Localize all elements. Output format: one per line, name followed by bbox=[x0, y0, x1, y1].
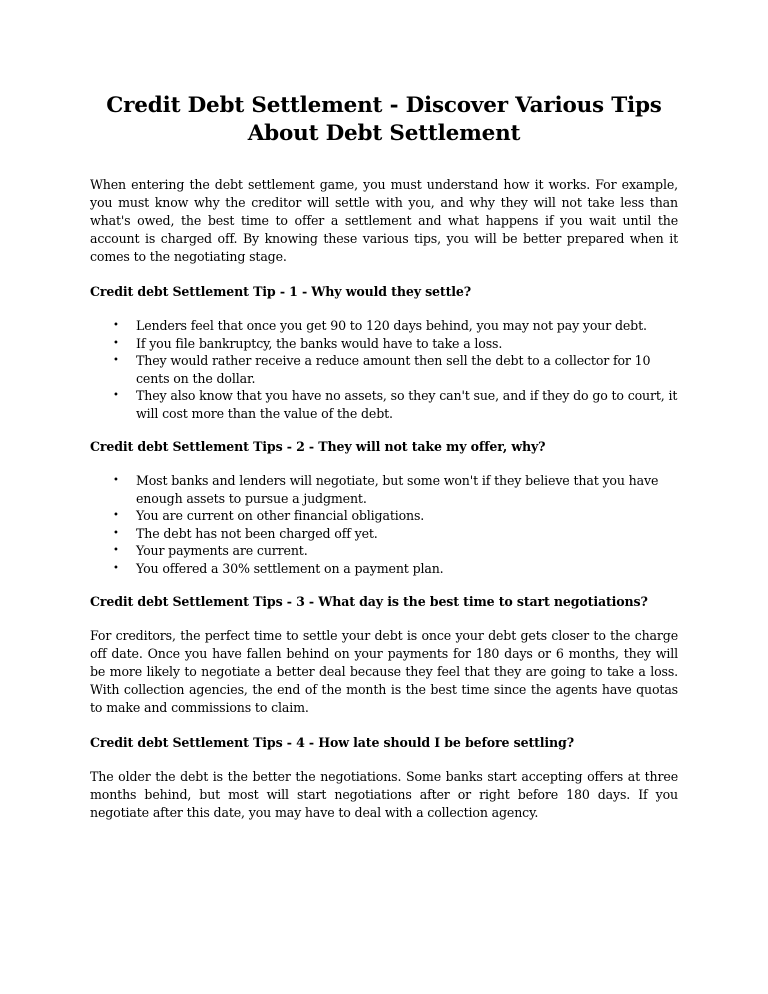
tip-2-heading: Credit debt Settlement Tips - 2 - They will not take my offer, why? bbox=[90, 439, 546, 454]
list-item: • They also know that you have no assets, so they can't sue, and if they do go to court, it will cost more than the value of the debt. bbox=[113, 388, 678, 421]
tip-3-heading: Credit debt Settlement Tips - 3 - What day is the best time to start negotiations? bbox=[90, 594, 648, 609]
bullet-icon: • bbox=[113, 355, 119, 366]
document-title bbox=[90, 92, 678, 148]
list-item: • They would rather receive a reduce amount then sell the debt to a collector for 10 cents on the dollar. bbox=[113, 353, 651, 386]
list-item: • You offered a 30% settlement on a payment plan. bbox=[113, 560, 444, 576]
tip-1-heading: Credit debt Settlement Tip - 1 - Why would they settle? bbox=[90, 284, 471, 299]
bullet-icon: • bbox=[113, 545, 119, 556]
list-item: • If you file bankruptcy, the banks would have to take a loss. bbox=[113, 335, 503, 351]
list-item: • Lenders feel that once you get 90 to 120 days behind, you may not pay your debt. bbox=[113, 318, 647, 333]
bullet-icon: • bbox=[113, 390, 119, 401]
tip-3-paragraph: For creditors, the perfect time to settle your debt is once your debt gets closer to the charge off date. Once you have fallen behind on your payments for 180 days or 6 months, they will be more likely to negotiate a better deal because they feel that they are going to take a loss. With collection agencies, the end of the month is the best time since the agents have quotas to make and commissions to claim. bbox=[90, 628, 678, 715]
bullet-icon: • bbox=[113, 337, 119, 349]
bullet-icon: • bbox=[113, 475, 119, 486]
title-line-1: Credit Debt Settlement - Discover Various Tips bbox=[106, 93, 662, 118]
document-page bbox=[90, 92, 678, 839]
list-item: • Most banks and lenders will negotiate, but some won't if they believe that you have enough assets to pursue a judgment. bbox=[113, 473, 659, 506]
tip-4-heading: Credit debt Settlement Tips - 4 - How late should I be before settling? bbox=[90, 735, 574, 750]
intro-paragraph: When entering the debt settlement game, you must understand how it works. For example, you must know why the creditor will settle with you, and why they will not take less than what's owed, the best time to offer a settlement and what happens if you wait until the account is charged off. By knowing these various tips, you will be better prepared when it comes to the negotiating stage. bbox=[90, 177, 678, 264]
bullet-icon: • bbox=[113, 320, 119, 331]
bullet-icon: • bbox=[113, 562, 119, 574]
title-line-2: About Debt Settlement bbox=[247, 121, 521, 146]
tip-2-list bbox=[90, 472, 678, 577]
bullet-icon: • bbox=[113, 510, 119, 521]
tip-4-paragraph: The older the debt is the better the negotiations. Some banks start accepting offers at three months behind, but most will start negotiations after or right before 180 days. If you negotiate after this date, you may have to deal with a collection agency. bbox=[90, 769, 678, 820]
list-item: • The debt has not been charged off yet. bbox=[113, 525, 378, 541]
list-item: • Your payments are current. bbox=[113, 543, 308, 558]
tip-1-list bbox=[90, 317, 678, 422]
bullet-icon: • bbox=[113, 527, 119, 539]
list-item: • You are current on other financial obligations. bbox=[113, 508, 425, 523]
